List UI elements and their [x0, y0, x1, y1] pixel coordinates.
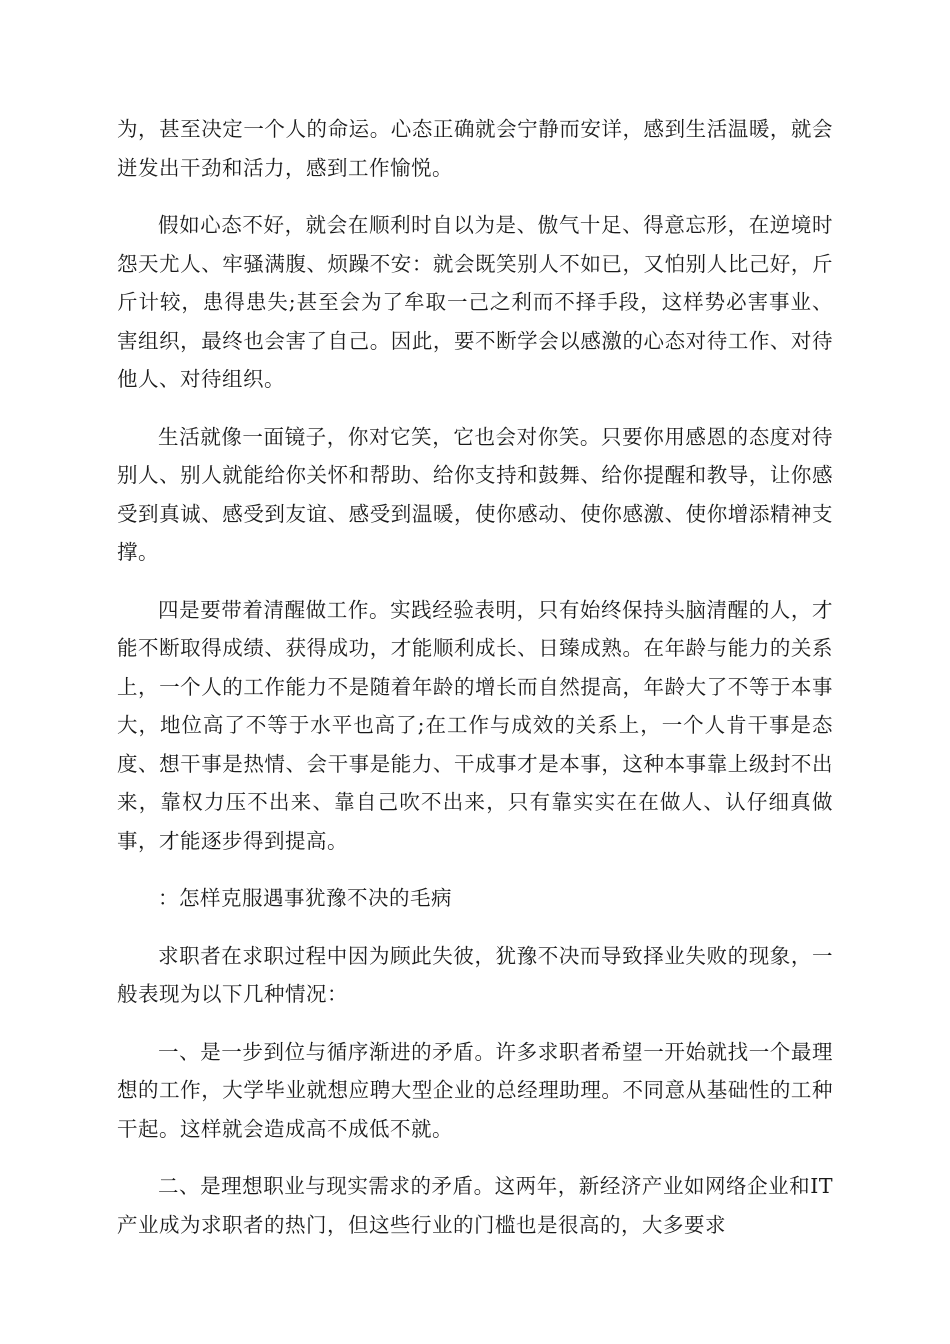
- document-body: [117, 110, 833, 1263]
- paragraph-3: 生活就像一面镜子，你对它笑，它也会对你笑。只要你用感恩的态度对待别人、别人就能给你关怀和帮助、给你支持和鼓舞、给你提醒和教导，让你感受到真诚、感受到友谊、感受到温暖，使你感动、使你感激、使你增添精神支撑。: [117, 424, 833, 564]
- paragraph-1: 为，甚至决定一个人的命运。心态正确就会宁静而安详，感到生活温暖，就会迸发出干劲和活力，感到工作愉悦。: [117, 117, 833, 180]
- paragraph-8: 二、是理想职业与现实需求的矛盾。这两年，新经济产业如网络企业和IT产业成为求职者的热门，但这些行业的门槛也是很高的，大多要求: [117, 1174, 833, 1237]
- paragraph-7: 一、是一步到位与循序渐进的矛盾。许多求职者希望一开始就找一个最理想的工作，大学毕业就想应聘大型企业的总经理助理。不同意从基础性的工种干起。这样就会造成高不成低不就。: [117, 1039, 833, 1141]
- paragraph-2: 假如心态不好，就会在顺利时自以为是、傲气十足、得意忘形，在逆境时怨天尤人、牢骚满腹、烦躁不安：就会既笑别人不如已，又怕别人比己好，斤斤计较，患得患失;甚至会为了牟取一己之利而不择手段，这样势必害事业、害组织，最终也会害了自己。因此，要不断学会以感激的心态对待工作、对待他人、对待组织。: [117, 213, 833, 391]
- section-heading: ：怎样克服遇事犹豫不决的毛病: [158, 886, 452, 910]
- paragraph-6: 求职者在求职过程中因为顾此失彼，犹豫不决而导致择业失败的现象，一般表现为以下几种情况：: [117, 943, 833, 1006]
- paragraph-4: 四是要带着清醒做工作。实践经验表明，只有始终保持头脑清醒的人，才能不断取得成绩、获得成功，才能顺利成长、日臻成熟。在年龄与能力的关系上，一个人的工作能力不是随着年龄的增长而自然提高，年龄大了不等于本事大，地位高了不等于水平也高了;在工作与成效的关系上，一个人肯干事是态度、想干事是热情、会干事是能力、干成事才是本事，这种本事靠上级封不出来，靠权力压不出来、靠自己吹不出来，只有靠实实在在做人、认仔细真做事，才能逐步得到提高。: [117, 597, 833, 853]
